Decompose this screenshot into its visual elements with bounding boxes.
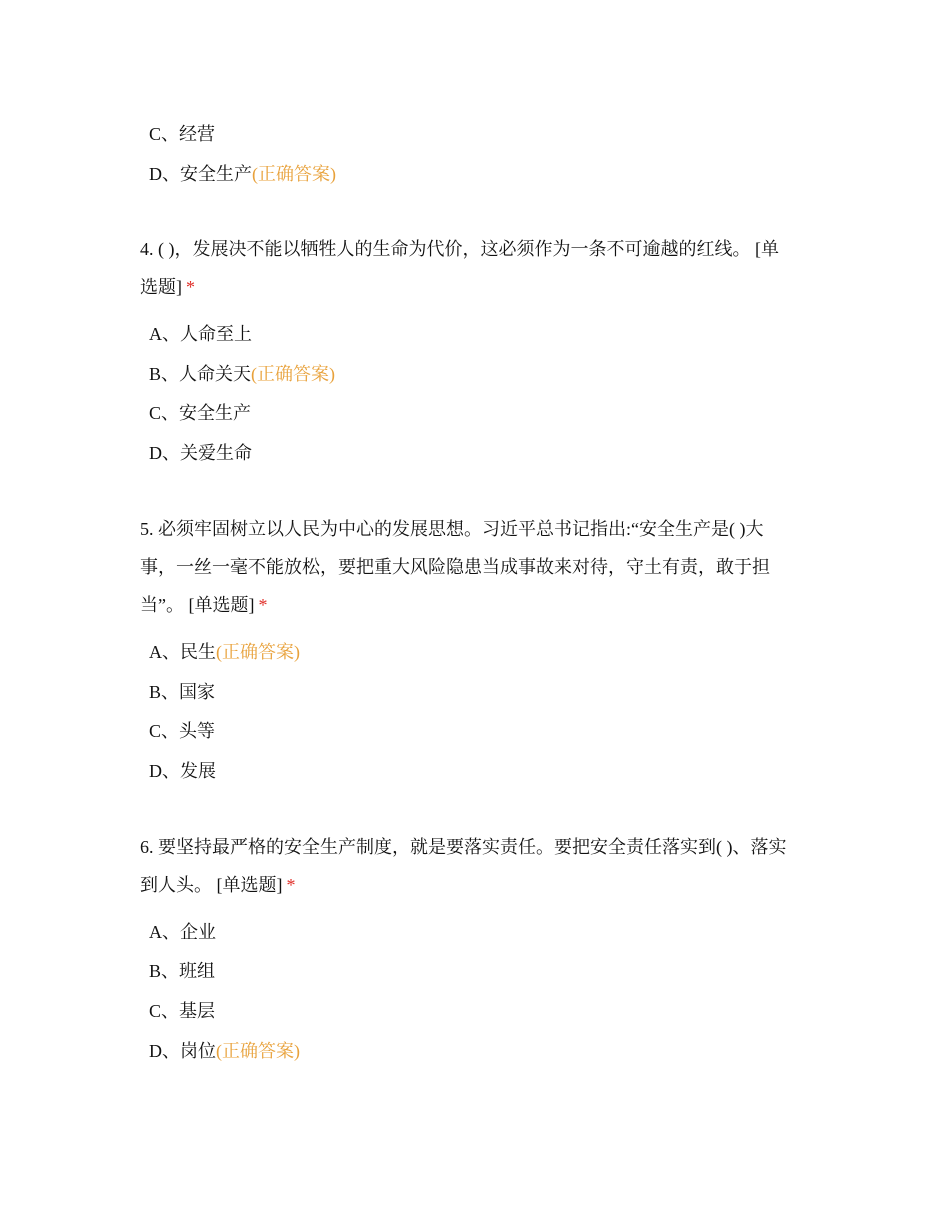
option-letter: A、 [149, 324, 180, 344]
option-text: 基层 [179, 1001, 216, 1021]
q4-option-c[interactable] [149, 401, 251, 425]
required-mark: * [286, 875, 296, 895]
option-letter: D、 [149, 443, 180, 463]
q5-option-b[interactable] [149, 680, 215, 704]
option-letter: D、 [149, 164, 180, 184]
option-text: 国家 [179, 682, 216, 702]
q5-option-d[interactable] [149, 759, 216, 783]
option-letter: C、 [149, 721, 180, 741]
option-text: 经营 [179, 124, 216, 144]
option-text: 安全生产 [179, 403, 252, 423]
question-text-line [140, 866, 815, 904]
option-text: 岗位 [180, 1041, 216, 1061]
correct-answer-tag: (正确答案) [252, 164, 336, 184]
correct-answer-tag: (正确答案) [216, 1041, 300, 1061]
q4-option-d[interactable] [149, 441, 252, 465]
q4-option-b[interactable] [149, 362, 335, 386]
q6-option-c[interactable] [149, 999, 215, 1023]
q3-option-c[interactable] [149, 122, 215, 146]
option-letter: A、 [149, 642, 180, 662]
option-letter: B、 [149, 961, 180, 981]
q4-option-a[interactable] [149, 322, 252, 346]
question-4 [140, 230, 815, 306]
question-type-tag: 到人头。 [单选题] [140, 875, 283, 895]
option-text: 头等 [179, 721, 216, 741]
option-letter: B、 [149, 682, 180, 702]
q6-option-d[interactable] [149, 1039, 300, 1063]
question-text-line [140, 268, 815, 306]
q5-option-c[interactable] [149, 719, 215, 743]
option-text: 人命至上 [180, 324, 252, 344]
question-text-line: 5. 必须牢固树立以人民为中心的发展思想。习近平总书记指出:“安全生产是( )大 [140, 519, 764, 539]
question-6 [140, 828, 815, 904]
option-letter: C、 [149, 1001, 180, 1021]
question-type-tag: 选题] [140, 277, 182, 297]
correct-answer-tag: (正确答案) [251, 364, 336, 384]
option-letter: D、 [149, 761, 180, 781]
option-text: 安全生产 [180, 164, 252, 184]
required-mark: * [186, 277, 195, 297]
q6-option-a[interactable] [149, 920, 216, 944]
required-mark: * [258, 595, 268, 615]
option-letter: D、 [149, 1041, 180, 1061]
question-text-line: 事，一丝一毫不能放松，要把重大风险隐患当成事故来对待，守土有责，敢于担 [140, 557, 770, 577]
option-letter: B、 [149, 364, 180, 384]
option-text: 人命关天 [179, 364, 252, 384]
question-text-line: 4. ( )，发展决不能以牺牲人的生命为代价，这必须作为一条不可逾越的红线。 [单 [140, 239, 779, 259]
option-text: 发展 [180, 761, 216, 781]
option-letter: C、 [149, 124, 180, 144]
option-letter: A、 [149, 922, 180, 942]
option-text: 企业 [180, 922, 216, 942]
option-text: 班组 [179, 961, 216, 981]
option-letter: C、 [149, 403, 180, 423]
question-text-line [140, 586, 815, 624]
question-type-tag: 当”。 [单选题] [140, 595, 255, 615]
q5-option-a[interactable] [149, 640, 300, 664]
q6-option-b[interactable] [149, 959, 215, 983]
correct-answer-tag: (正确答案) [216, 642, 300, 662]
option-text: 关爱生命 [180, 443, 252, 463]
question-5 [140, 510, 815, 624]
q3-option-d[interactable] [149, 162, 336, 186]
option-text: 民生 [180, 642, 216, 662]
question-text-line: 6. 要坚持最严格的安全生产制度，就是要落实责任。要把安全责任落实到( )、落实 [140, 837, 787, 857]
